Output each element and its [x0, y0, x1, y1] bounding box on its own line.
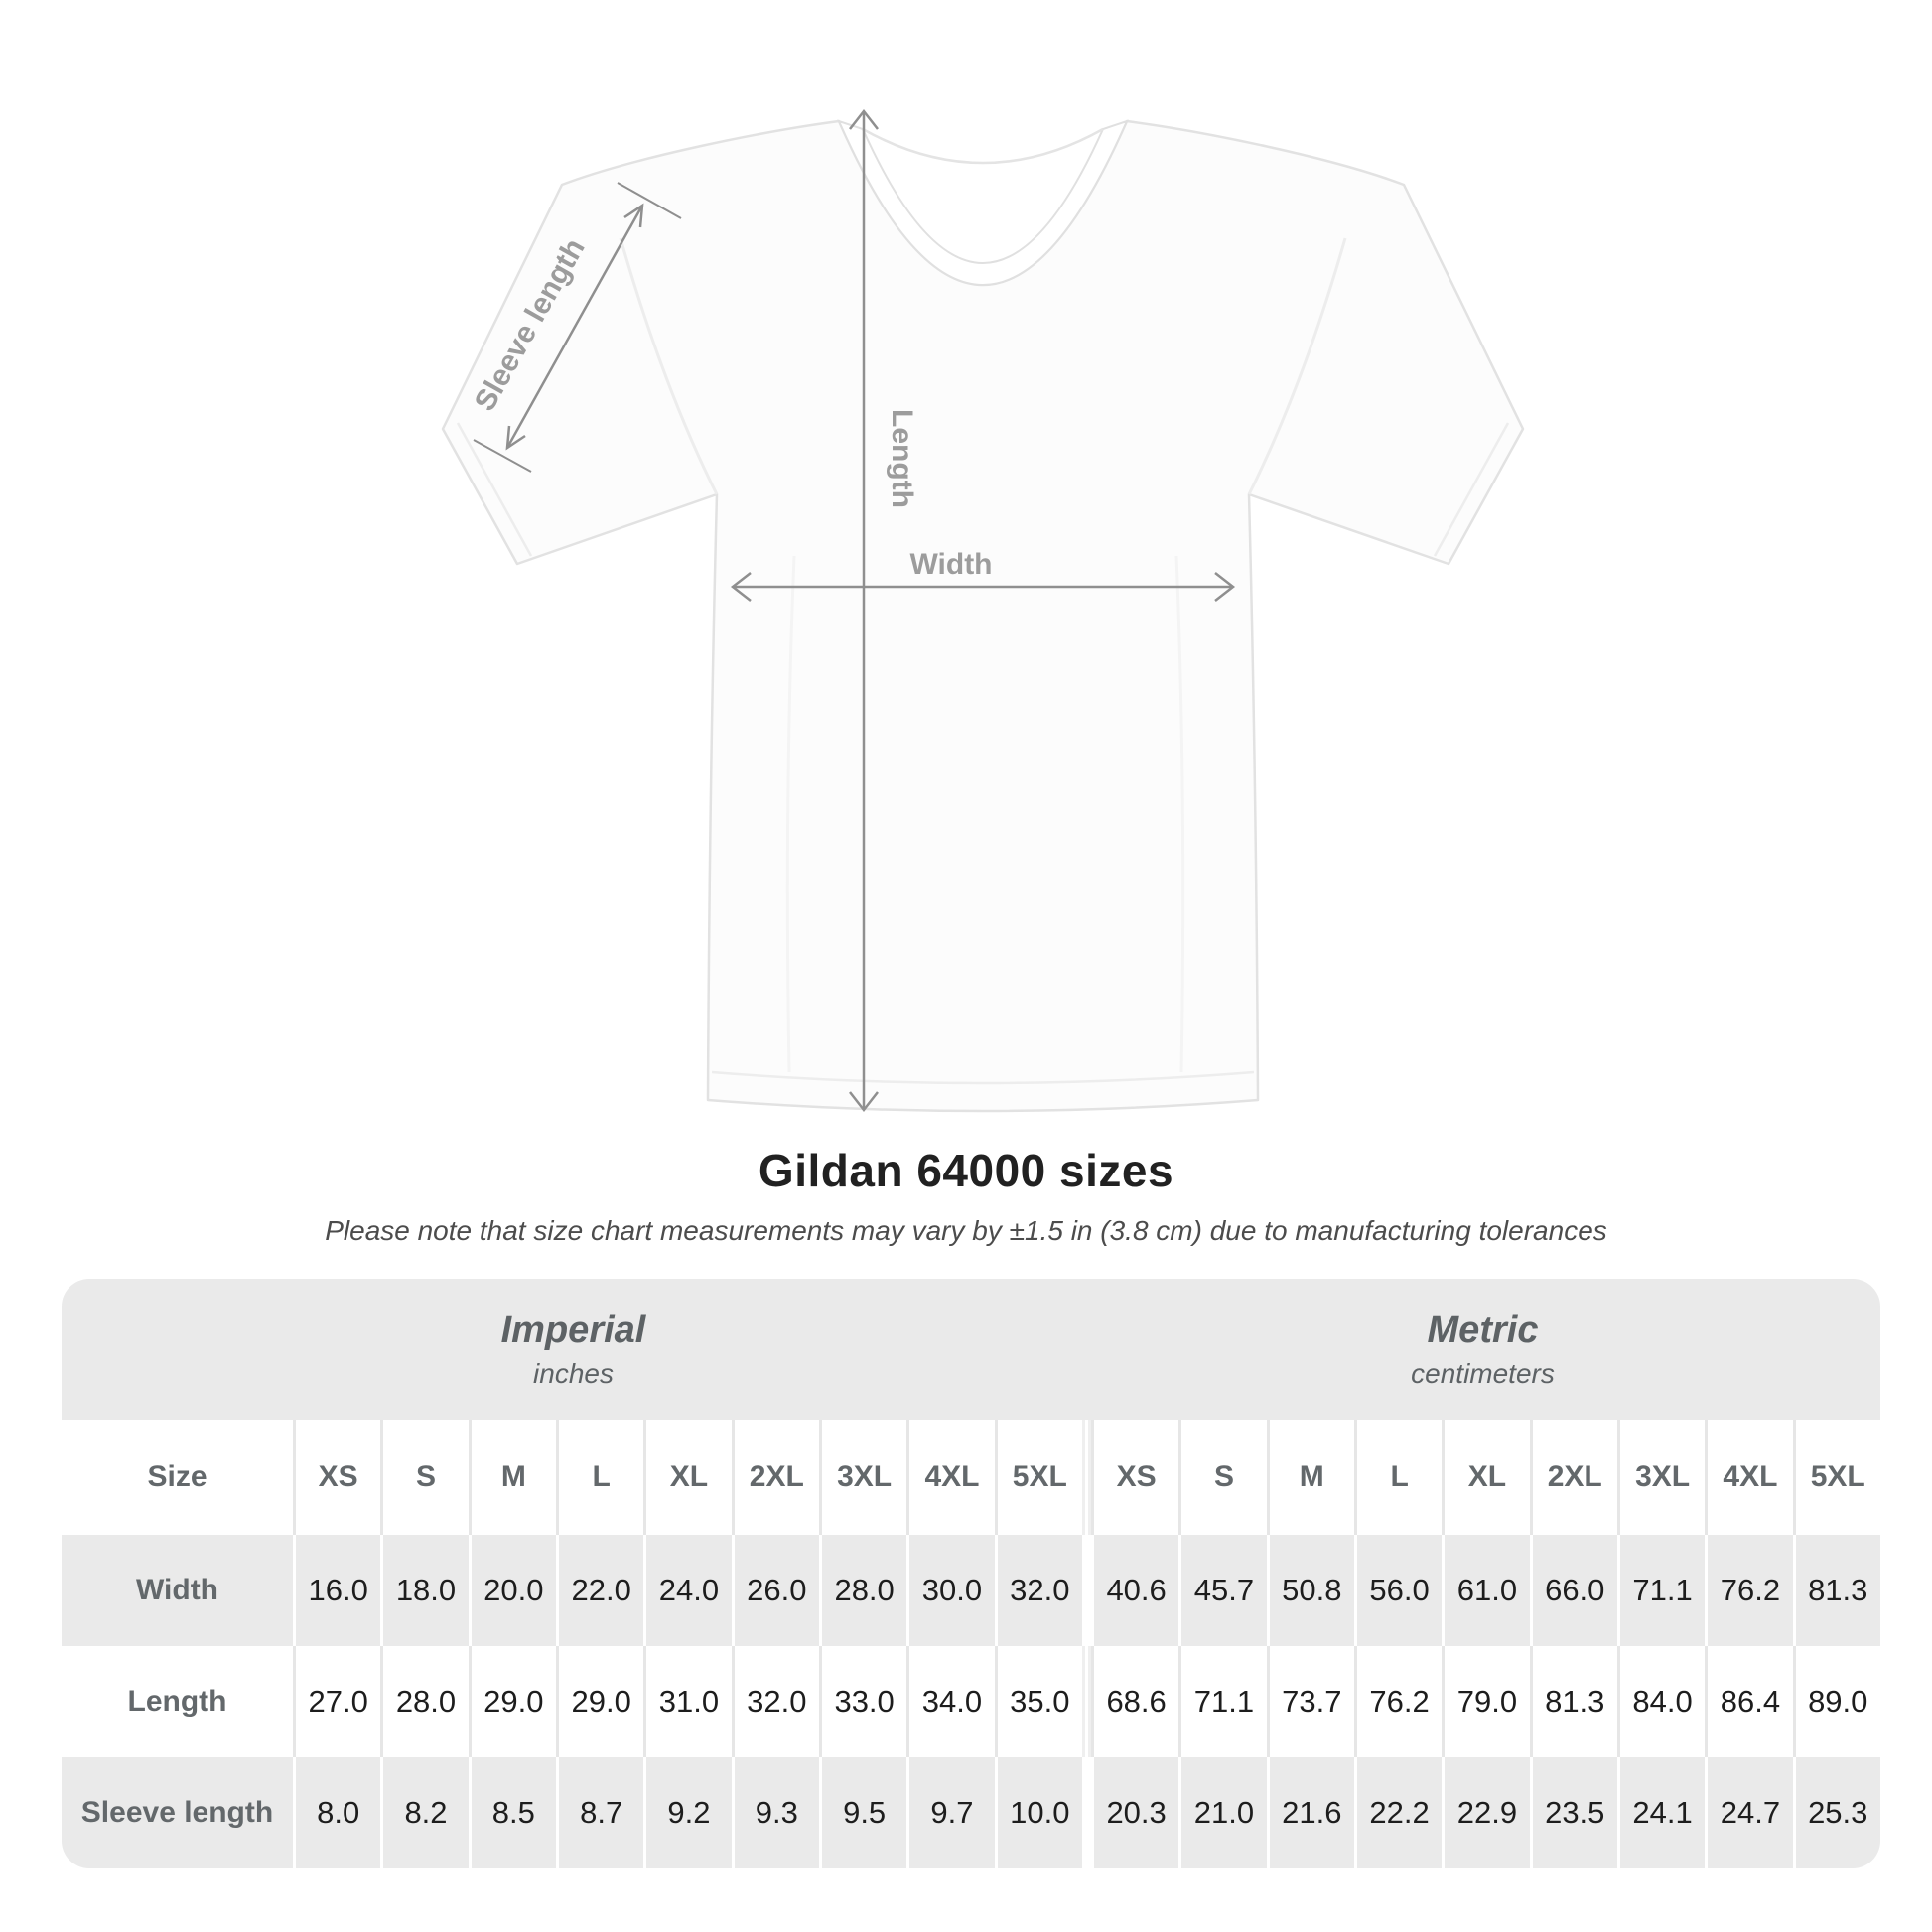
- value-imperial-M: 29.0: [469, 1646, 556, 1757]
- value-imperial-5XL: 32.0: [995, 1535, 1082, 1646]
- value-metric-XL: 22.9: [1442, 1757, 1529, 1868]
- value-metric-S: 45.7: [1178, 1535, 1266, 1646]
- size-header-imperial-3XL: 3XL: [819, 1420, 906, 1535]
- value-metric-M: 21.6: [1267, 1757, 1354, 1868]
- metric-unit: centimeters: [1411, 1357, 1555, 1389]
- size-table: [62, 1279, 1880, 1868]
- value-metric-S: 71.1: [1178, 1646, 1266, 1757]
- value-imperial-M: 20.0: [469, 1535, 556, 1646]
- value-metric-4XL: 24.7: [1705, 1757, 1792, 1868]
- size-header-imperial-XS: XS: [293, 1420, 380, 1535]
- size-header-imperial-L: L: [556, 1420, 643, 1535]
- value-imperial-L: 22.0: [556, 1535, 643, 1646]
- metric-title: Metric: [1427, 1309, 1539, 1351]
- value-metric-5XL: 89.0: [1793, 1646, 1880, 1757]
- value-imperial-S: 8.2: [380, 1757, 468, 1868]
- size-header-imperial-5XL: 5XL: [995, 1420, 1082, 1535]
- value-imperial-XS: 16.0: [293, 1535, 380, 1646]
- size-header-metric-2XL: 2XL: [1530, 1420, 1617, 1535]
- size-header-metric-M: M: [1267, 1420, 1354, 1535]
- value-metric-XS: 20.3: [1091, 1757, 1178, 1868]
- size-header-imperial-S: S: [380, 1420, 468, 1535]
- size-header-metric-S: S: [1178, 1420, 1266, 1535]
- half-divider: [1082, 1420, 1091, 1535]
- value-metric-5XL: 81.3: [1793, 1535, 1880, 1646]
- size-header-metric-3XL: 3XL: [1617, 1420, 1705, 1535]
- value-imperial-5XL: 10.0: [995, 1757, 1082, 1868]
- size-column-label: Size: [147, 1460, 207, 1493]
- value-imperial-M: 8.5: [469, 1757, 556, 1868]
- value-imperial-XS: 8.0: [293, 1757, 380, 1868]
- metric-header: [1085, 1279, 1880, 1420]
- value-imperial-XL: 24.0: [643, 1535, 731, 1646]
- size-header-imperial-XL: XL: [643, 1420, 731, 1535]
- value-imperial-3XL: 33.0: [819, 1646, 906, 1757]
- size-header-metric-XS: XS: [1091, 1420, 1178, 1535]
- length-label: Length: [886, 409, 918, 508]
- size-header-metric-L: L: [1354, 1420, 1442, 1535]
- size-header-imperial-2XL: 2XL: [732, 1420, 819, 1535]
- value-imperial-XS: 27.0: [293, 1646, 380, 1757]
- value-metric-3XL: 84.0: [1617, 1646, 1705, 1757]
- value-metric-2XL: 66.0: [1530, 1535, 1617, 1646]
- value-imperial-XL: 31.0: [643, 1646, 731, 1757]
- value-metric-4XL: 76.2: [1705, 1535, 1792, 1646]
- size-table-grid: [62, 1420, 1880, 1868]
- table-row-sleeve-length: [62, 1757, 1880, 1868]
- value-imperial-3XL: 9.5: [819, 1757, 906, 1868]
- value-metric-5XL: 25.3: [1793, 1757, 1880, 1868]
- value-imperial-S: 28.0: [380, 1646, 468, 1757]
- value-imperial-4XL: 30.0: [906, 1535, 994, 1646]
- value-imperial-S: 18.0: [380, 1535, 468, 1646]
- table-row-length: [62, 1646, 1880, 1757]
- value-metric-XL: 61.0: [1442, 1535, 1529, 1646]
- value-metric-M: 73.7: [1267, 1646, 1354, 1757]
- size-header-metric-5XL: 5XL: [1793, 1420, 1880, 1535]
- value-imperial-2XL: 9.3: [732, 1757, 819, 1868]
- half-divider: [1082, 1757, 1091, 1868]
- value-metric-XS: 40.6: [1091, 1535, 1178, 1646]
- back-neck-line: [863, 129, 1103, 163]
- page-title: Gildan 64000 sizes: [758, 1145, 1174, 1196]
- half-divider: [1082, 1646, 1091, 1757]
- size-header-imperial-M: M: [469, 1420, 556, 1535]
- size-header-metric-4XL: 4XL: [1705, 1420, 1792, 1535]
- row-label: Width: [135, 1574, 219, 1606]
- value-imperial-L: 8.7: [556, 1757, 643, 1868]
- value-metric-3XL: 24.1: [1617, 1757, 1705, 1868]
- value-imperial-2XL: 32.0: [732, 1646, 819, 1757]
- value-metric-4XL: 86.4: [1705, 1646, 1792, 1757]
- tshirt-photo: [443, 121, 1523, 1111]
- table-row-width: [62, 1535, 1880, 1646]
- value-metric-L: 56.0: [1354, 1535, 1442, 1646]
- imperial-header: [62, 1279, 1085, 1420]
- imperial-title: Imperial: [500, 1309, 646, 1351]
- size-header-metric-XL: XL: [1442, 1420, 1529, 1535]
- value-metric-S: 21.0: [1178, 1757, 1266, 1868]
- value-metric-XL: 79.0: [1442, 1646, 1529, 1757]
- value-metric-3XL: 71.1: [1617, 1535, 1705, 1646]
- value-imperial-4XL: 34.0: [906, 1646, 994, 1757]
- size-header-imperial-4XL: 4XL: [906, 1420, 994, 1535]
- imperial-unit: inches: [533, 1357, 614, 1389]
- value-imperial-L: 29.0: [556, 1646, 643, 1757]
- value-metric-2XL: 81.3: [1530, 1646, 1617, 1757]
- value-imperial-4XL: 9.7: [906, 1757, 994, 1868]
- half-divider: [1082, 1535, 1091, 1646]
- value-metric-L: 76.2: [1354, 1646, 1442, 1757]
- value-imperial-3XL: 28.0: [819, 1535, 906, 1646]
- unit-header-band: [62, 1279, 1880, 1420]
- value-metric-2XL: 23.5: [1530, 1757, 1617, 1868]
- width-label: Width: [909, 548, 993, 581]
- sleeve-length-label: Sleeve length: [468, 233, 592, 417]
- value-metric-XS: 68.6: [1091, 1646, 1178, 1757]
- value-imperial-2XL: 26.0: [732, 1535, 819, 1646]
- value-imperial-5XL: 35.0: [995, 1646, 1082, 1757]
- row-label: Sleeve length: [80, 1796, 274, 1829]
- tolerance-note: Please note that size chart measurements may vary by ±1.5 in (3.8 cm) due to manufacturing tolerances: [325, 1215, 1607, 1246]
- value-imperial-XL: 9.2: [643, 1757, 731, 1868]
- size-header-row: [62, 1420, 1880, 1535]
- value-metric-L: 22.2: [1354, 1757, 1442, 1868]
- value-metric-M: 50.8: [1267, 1535, 1354, 1646]
- row-label: Length: [127, 1685, 227, 1718]
